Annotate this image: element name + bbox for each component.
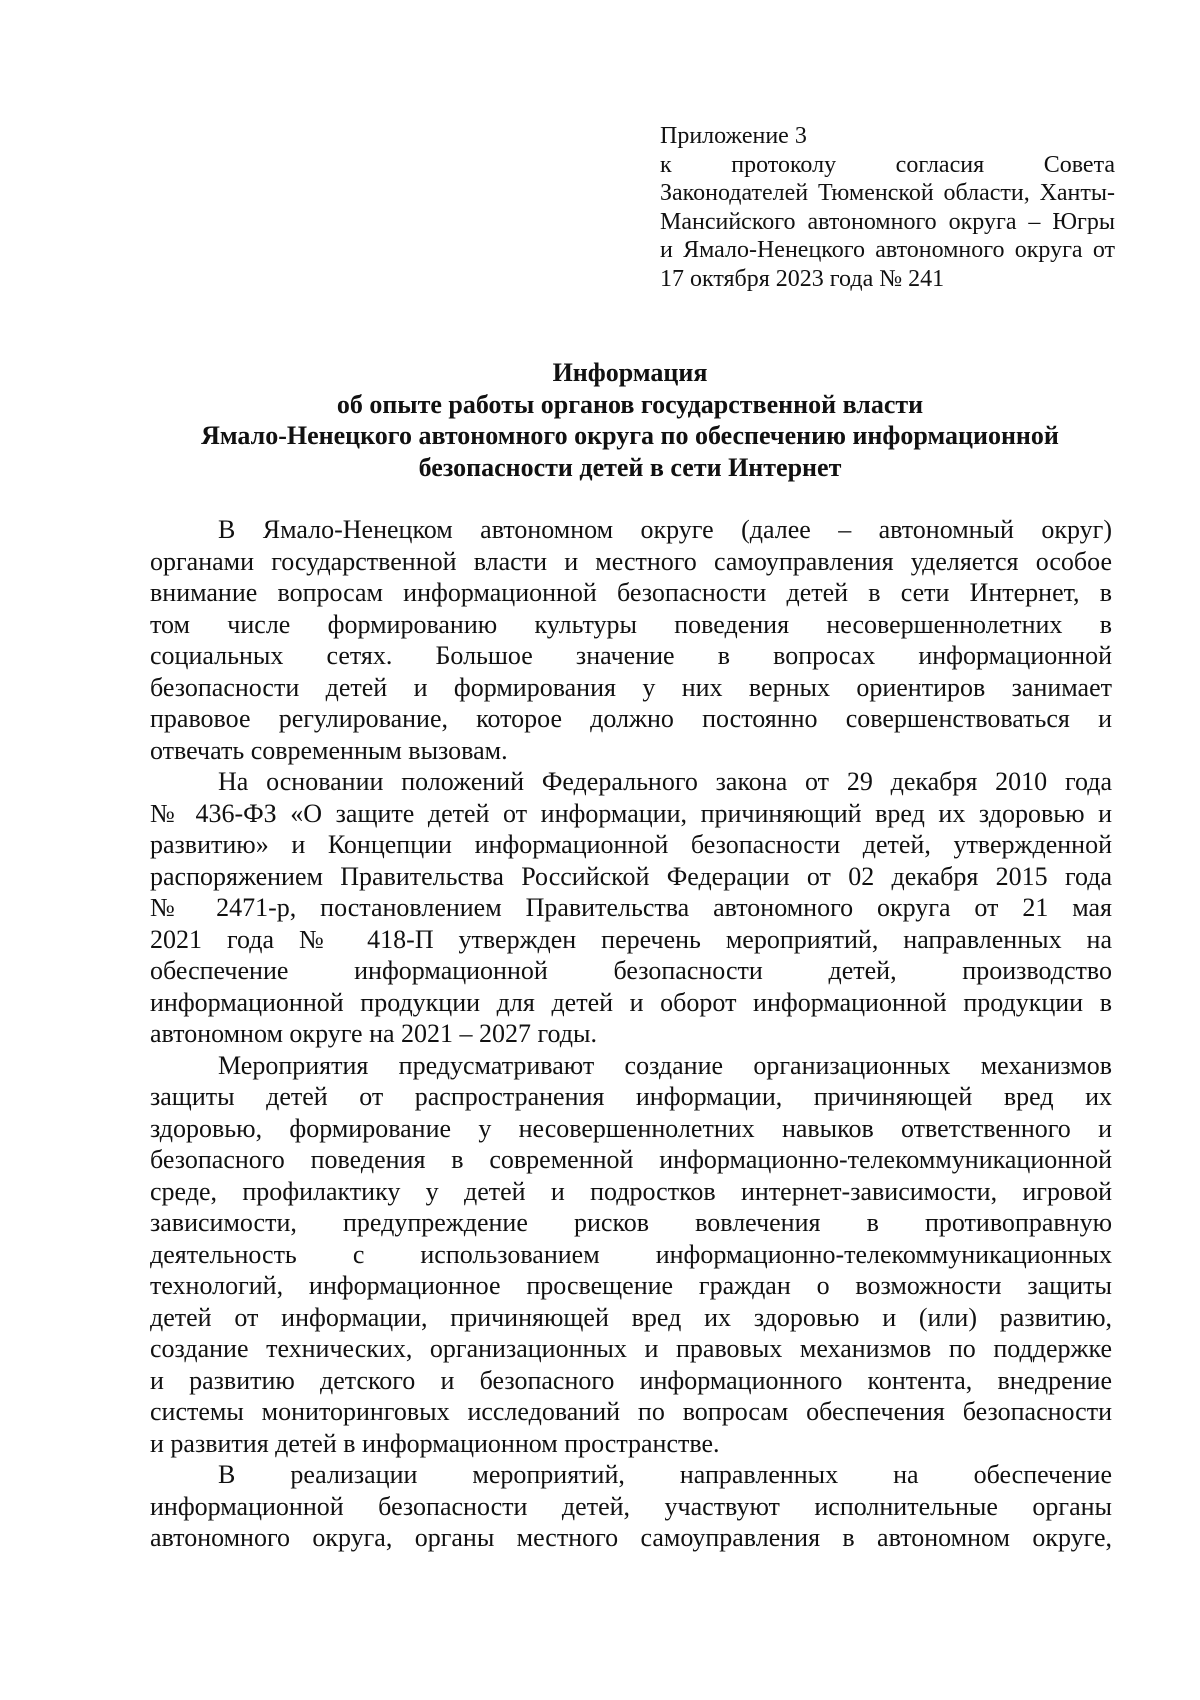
text-line: распоряжением Правительства Российской Федерации от 02 декабря 2015 года — [150, 861, 1112, 891]
text-line: развитию» и Концепции информационной безопасности детей, утвержденной — [150, 830, 1112, 859]
paragraph — [150, 1459, 1112, 1554]
paragraph — [150, 766, 1112, 1050]
text-line: социальных сетях. Большое значение в вопросах информационной — [150, 641, 1112, 670]
text-line: внимание вопросам информационной безопасности детей в сети Интернет, в — [150, 578, 1112, 607]
document-title — [150, 357, 1110, 483]
text-line: Мероприятия предусматривают создание организационных механизмов — [218, 1050, 1112, 1080]
text-line: 2021 года № 418-П утвержден перечень мероприятий, направленных на — [150, 924, 1112, 954]
text-line: информационной продукции для детей и оборот информационной продукции в — [150, 987, 1112, 1017]
text-line: На основании положений Федерального закона от 29 декабря 2010 года — [218, 767, 1112, 796]
title-line: безопасности детей в сети Интернет — [418, 452, 842, 482]
text-line: и развития детей в информационном пространстве. — [150, 1428, 720, 1458]
annex-line: Мансийского автономного округа – Югры — [660, 208, 1115, 235]
text-line: том числе формированию культуры поведения несовершеннолетних в — [150, 609, 1112, 639]
text-line: № 436-ФЗ «О защите детей от информации, причиняющий вред их здоровью и — [150, 798, 1112, 828]
annex-line: Приложение 3 — [660, 123, 807, 149]
title-line: Информация — [552, 358, 708, 387]
text-line: автономного округа, органы местного самоуправления в автономном округе, — [150, 1523, 1112, 1552]
text-line: системы мониторинговых исследований по вопросам обеспечения безопасности — [150, 1397, 1112, 1426]
text-line: автономном округе на 2021 – 2027 годы. — [150, 1019, 598, 1048]
annex-header — [660, 122, 1115, 293]
text-line: защиты детей от распространения информации, причиняющей вред их — [150, 1082, 1112, 1111]
annex-line: 17 октября 2023 года № 241 — [660, 265, 945, 292]
title-line: Ямало-Ненецкого автономного округа по обеспечению информационной — [201, 421, 1059, 450]
annex-line: и Ямало-Ненецкого автономного округа от — [660, 237, 1115, 263]
text-line: создание технических, организационных и правовых механизмов по поддержке — [150, 1334, 1112, 1363]
text-line: В реализации мероприятий, направленных на обеспечение — [218, 1460, 1112, 1489]
text-line: органами государственной власти и местного самоуправления уделяется особое — [150, 546, 1112, 576]
paragraph — [150, 514, 1112, 766]
text-line: здоровью, формирование у несовершеннолетних навыков ответственного и — [150, 1113, 1112, 1143]
text-line: детей от информации, причиняющей вред их здоровью и (или) развитию, — [150, 1302, 1112, 1332]
annex-line: к протоколу согласия Совета — [660, 151, 1115, 178]
text-line: информационной безопасности детей, участвуют исполнительные органы — [150, 1491, 1112, 1521]
title-line: об опыте работы органов государственной власти — [336, 389, 924, 419]
text-line: деятельность с использованием информационно-телекоммуникационных — [150, 1239, 1112, 1269]
text-line: безопасного поведения в современной информационно-телекоммуникационной — [150, 1145, 1112, 1174]
text-line: и развитию детского и безопасного информационного контента, внедрение — [150, 1365, 1112, 1395]
document-body — [150, 514, 1112, 1554]
text-line: зависимости, предупреждение рисков вовлечения в противоправную — [150, 1208, 1112, 1237]
text-line: обеспечение информационной безопасности детей, производство — [150, 956, 1112, 985]
text-line: В Ямало-Ненецком автономном округе (далее – автономный округ) — [218, 515, 1112, 544]
annex-line: Законодателей Тюменской области, Ханты- — [660, 180, 1115, 206]
text-line: № 2471-р, постановлением Правительства автономного округа от 21 мая — [150, 893, 1112, 922]
text-line: среде, профилактику у детей и подростков интернет-зависимости, игровой — [150, 1176, 1112, 1206]
text-line: правовое регулирование, которое должно постоянно совершенствоваться и — [150, 704, 1112, 733]
text-line: отвечать современным вызовам. — [150, 735, 508, 765]
paragraph — [150, 1050, 1112, 1460]
text-line: безопасности детей и формирования у них верных ориентиров занимает — [150, 672, 1112, 702]
text-line: технологий, информационное просвещение граждан о возможности защиты — [150, 1271, 1112, 1300]
